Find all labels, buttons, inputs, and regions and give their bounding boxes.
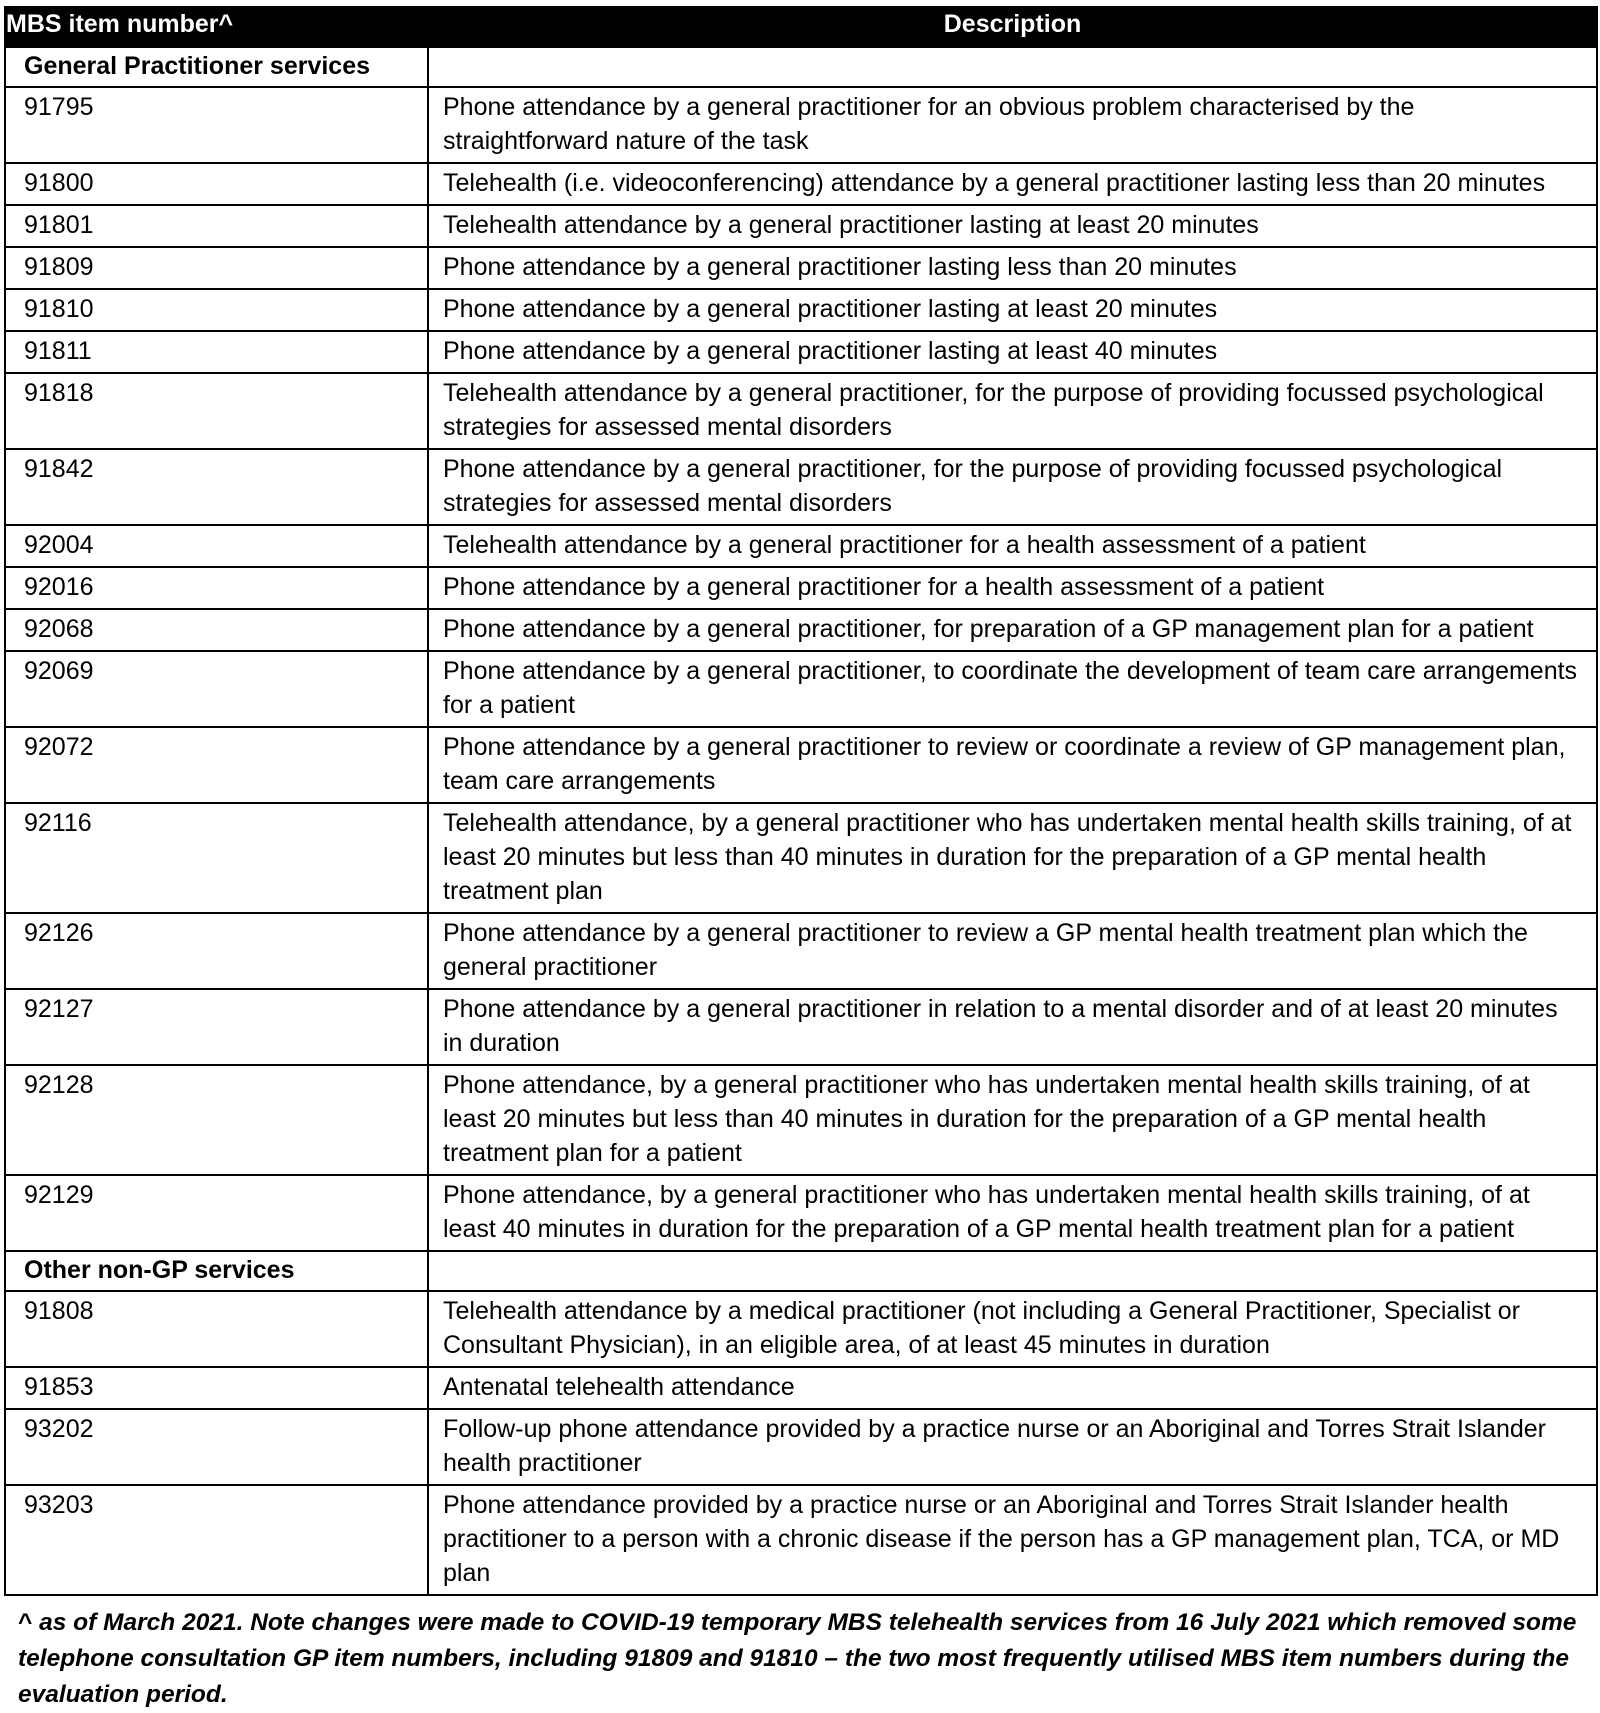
cell-mbs-item-number: 92127 xyxy=(5,989,428,1065)
table-row xyxy=(5,205,1597,247)
footnote-text: as of March 2021. Note changes were made to COVID-19 temporary MBS telehealth services from 16 July 2021 which removed some telephone consultation GP item numbers, including 91809 and 91810 – the two most frequently utilised MBS item numbers during the evaluation period. xyxy=(18,1609,1577,1708)
table-row xyxy=(5,1367,1597,1409)
cell-mbs-item-number: 91800 xyxy=(5,163,428,205)
cell-mbs-item-number: 91808 xyxy=(5,1291,428,1367)
footnote-marker: ^ xyxy=(18,1609,40,1636)
cell-mbs-item-number: 92126 xyxy=(5,913,428,989)
cell-description: Telehealth attendance by a general practitioner, for the purpose of providing focussed psychological strategies for assessed mental disorders xyxy=(428,373,1597,449)
table-row xyxy=(5,567,1597,609)
table-row xyxy=(5,913,1597,989)
cell-mbs-item-number: 92004 xyxy=(5,525,428,567)
cell-description: Phone attendance, by a general practitioner who has undertaken mental health skills training, of at least 20 minutes but less than 40 minutes in duration for the preparation of a GP mental health treatment plan for a patient xyxy=(428,1065,1597,1175)
cell-mbs-item-number: 91853 xyxy=(5,1367,428,1409)
cell-mbs-item-number: 92068 xyxy=(5,609,428,651)
cell-mbs-item-number: 92072 xyxy=(5,727,428,803)
column-header-mbs-item-number: MBS item number^ xyxy=(5,7,428,47)
table-body xyxy=(5,47,1597,1595)
cell-description: Telehealth (i.e. videoconferencing) attendance by a general practitioner lasting less than 20 minutes xyxy=(428,163,1597,205)
mbs-item-table xyxy=(4,6,1598,1596)
section-header-spacer xyxy=(428,47,1597,87)
cell-mbs-item-number: 92116 xyxy=(5,803,428,913)
table-row xyxy=(5,1409,1597,1485)
column-header-description: Description xyxy=(428,7,1597,47)
cell-mbs-item-number: 91809 xyxy=(5,247,428,289)
cell-description: Phone attendance by a general practitioner lasting less than 20 minutes xyxy=(428,247,1597,289)
cell-description: Phone attendance by a general practitioner, to coordinate the development of team care arrangements for a patient xyxy=(428,651,1597,727)
cell-mbs-item-number: 91811 xyxy=(5,331,428,373)
cell-description: Phone attendance by a general practitioner to review or coordinate a review of GP management plan, team care arrangements xyxy=(428,727,1597,803)
cell-description: Phone attendance, by a general practitioner who has undertaken mental health skills training, of at least 40 minutes in duration for the preparation of a GP mental health treatment plan for a patient xyxy=(428,1175,1597,1251)
cell-description: Phone attendance by a general practitioner in relation to a mental disorder and of at least 20 minutes in duration xyxy=(428,989,1597,1065)
section-header-spacer xyxy=(428,1251,1597,1291)
section-title: General Practitioner services xyxy=(5,47,428,87)
cell-description: Antenatal telehealth attendance xyxy=(428,1367,1597,1409)
table-row xyxy=(5,1485,1597,1595)
table-row xyxy=(5,651,1597,727)
cell-description: Phone attendance by a general practitioner to review a GP mental health treatment plan which the general practitioner xyxy=(428,913,1597,989)
cell-mbs-item-number: 92069 xyxy=(5,651,428,727)
cell-mbs-item-number: 92128 xyxy=(5,1065,428,1175)
table-row xyxy=(5,1065,1597,1175)
cell-description: Telehealth attendance by a general practitioner for a health assessment of a patient xyxy=(428,525,1597,567)
table-footnote xyxy=(18,1605,1578,1713)
cell-description: Phone attendance by a general practitioner for a health assessment of a patient xyxy=(428,567,1597,609)
cell-mbs-item-number: 91801 xyxy=(5,205,428,247)
cell-mbs-item-number: 91810 xyxy=(5,289,428,331)
cell-description: Phone attendance by a general practitioner lasting at least 20 minutes xyxy=(428,289,1597,331)
cell-description: Telehealth attendance, by a general practitioner who has undertaken mental health skills training, of at least 20 minutes but less than 40 minutes in duration for the preparation of a GP mental health treatment plan xyxy=(428,803,1597,913)
table-row xyxy=(5,331,1597,373)
cell-mbs-item-number: 92016 xyxy=(5,567,428,609)
table-row xyxy=(5,989,1597,1065)
table-row xyxy=(5,525,1597,567)
cell-mbs-item-number: 91818 xyxy=(5,373,428,449)
section-title: Other non-GP services xyxy=(5,1251,428,1291)
cell-description: Phone attendance by a general practitioner, for preparation of a GP management plan for a patient xyxy=(428,609,1597,651)
table-row xyxy=(5,609,1597,651)
table-header-row xyxy=(5,7,1597,47)
cell-mbs-item-number: 93203 xyxy=(5,1485,428,1595)
table-row xyxy=(5,247,1597,289)
cell-mbs-item-number: 91795 xyxy=(5,87,428,163)
cell-description: Phone attendance by a general practitioner, for the purpose of providing focussed psychological strategies for assessed mental disorders xyxy=(428,449,1597,525)
cell-description: Phone attendance provided by a practice nurse or an Aboriginal and Torres Strait Islander health practitioner to a person with a chronic disease if the person has a GP management plan, TCA, or MD plan xyxy=(428,1485,1597,1595)
cell-mbs-item-number: 91842 xyxy=(5,449,428,525)
cell-description: Follow-up phone attendance provided by a practice nurse or an Aboriginal and Torres Strait Islander health practitioner xyxy=(428,1409,1597,1485)
cell-description: Telehealth attendance by a medical practitioner (not including a General Practitioner, Specialist or Consultant Physician), in an eligible area, of at least 45 minutes in duration xyxy=(428,1291,1597,1367)
table-row xyxy=(5,1291,1597,1367)
table-row xyxy=(5,163,1597,205)
table-header xyxy=(5,7,1597,47)
table-row xyxy=(5,289,1597,331)
cell-description: Phone attendance by a general practitioner lasting at least 40 minutes xyxy=(428,331,1597,373)
cell-mbs-item-number: 92129 xyxy=(5,1175,428,1251)
table-row xyxy=(5,803,1597,913)
table-row xyxy=(5,727,1597,803)
cell-mbs-item-number: 93202 xyxy=(5,1409,428,1485)
table-row xyxy=(5,1175,1597,1251)
cell-description: Telehealth attendance by a general practitioner lasting at least 20 minutes xyxy=(428,205,1597,247)
section-header-row xyxy=(5,1251,1597,1291)
section-header-row xyxy=(5,47,1597,87)
table-row xyxy=(5,373,1597,449)
cell-description: Phone attendance by a general practitioner for an obvious problem characterised by the straightforward nature of the task xyxy=(428,87,1597,163)
table-row xyxy=(5,449,1597,525)
table-row xyxy=(5,87,1597,163)
